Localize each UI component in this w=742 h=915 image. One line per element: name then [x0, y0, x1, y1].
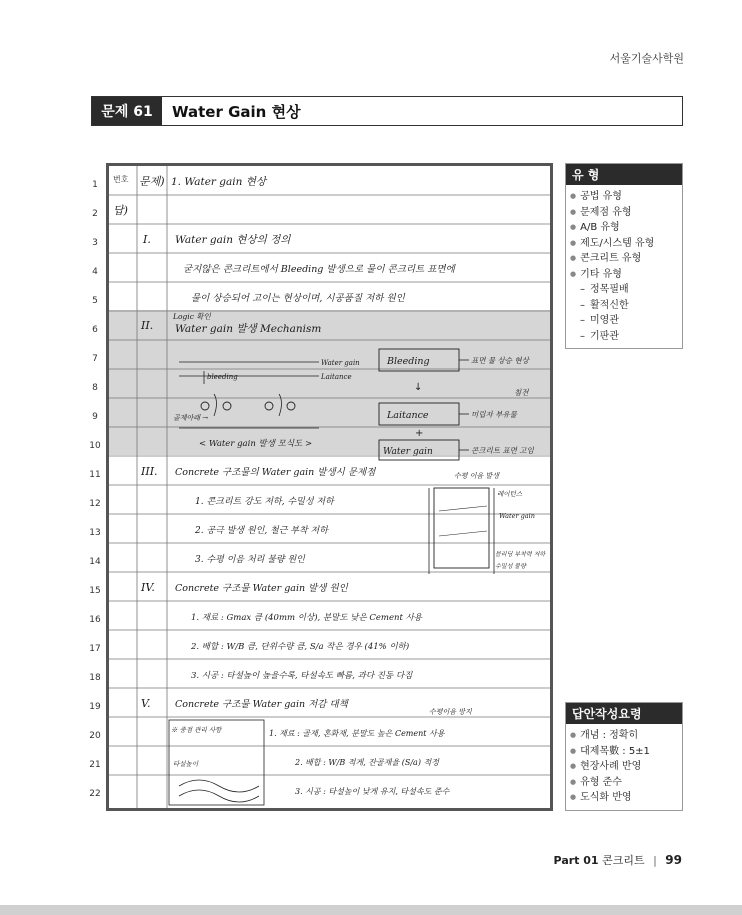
line-r15: Concrete 구조물 Water gain 발생 원인	[175, 583, 348, 594]
row-number: 20	[89, 731, 101, 741]
mark-answer: 답)	[113, 204, 128, 217]
figure-note-h: 수평이음 방지	[429, 708, 472, 716]
line-r6: Water gain 발생 Mechanism	[175, 323, 322, 335]
answer-guide-list	[566, 724, 682, 810]
figure-note-d: 블리딩 부착력 저하	[495, 551, 546, 558]
page-footer	[554, 852, 682, 868]
row-number: 13	[89, 528, 101, 538]
row-number: 17	[89, 644, 101, 654]
row-number: 5	[92, 296, 98, 306]
row-lines	[109, 195, 550, 775]
diagram-note-3: 콘크리트 표면 고임	[471, 446, 534, 455]
type-box	[565, 163, 683, 349]
row-number: 22	[89, 789, 101, 799]
mark-section-5: V.	[141, 697, 151, 710]
row-number: 8	[92, 383, 98, 393]
line-r11: Concrete 구조물의 Water gain 발생시 문제점	[175, 467, 376, 478]
row-number: 10	[89, 441, 101, 451]
row-number: 16	[89, 615, 101, 625]
line-r21: 2. 배합 : W/B 적게, 잔골재율 (S/a) 적정	[295, 758, 439, 767]
diagram-note-2: 미립자 부유물	[471, 410, 517, 419]
row-number: 3	[92, 238, 98, 248]
line-r10: < Water gain 발생 모식도 >	[199, 439, 313, 449]
row-number: 11	[89, 470, 101, 480]
row-number: 14	[89, 557, 101, 567]
footer-part: Part 01	[553, 854, 599, 867]
mark-section-1: I.	[143, 233, 151, 246]
footer-separator: |	[653, 854, 657, 867]
type-subitem: – 활적신한	[570, 298, 682, 314]
diagram-note-1: 표면 물 상승 현상	[471, 356, 529, 365]
type-item: ● 기타 유형	[570, 267, 682, 283]
problem-title: Water Gain 현상	[172, 102, 301, 121]
figure-note-f: ※ 중점 관리 사항	[171, 726, 222, 734]
sheet-header-label: 번호	[113, 175, 129, 184]
mark-section-4: IV.	[141, 581, 155, 594]
publisher-name: 서울기술사학원	[609, 52, 684, 65]
type-item: ● 콘크리트 유형	[570, 251, 682, 267]
type-list	[566, 185, 682, 348]
figure-note-e: 수밀성 불량	[495, 563, 526, 570]
bottom-rule	[0, 905, 742, 915]
type-item: ● A/B 유형	[570, 220, 682, 236]
problem-number: 문제 61	[92, 97, 162, 125]
row-number: 19	[89, 702, 101, 712]
answer-guide-item: ● 개념 : 정확히	[570, 728, 682, 744]
row-number: 4	[92, 267, 98, 277]
line-r16: 1. 재료 : Gmax 큼 (40mm 이상), 분말도 낮은 Cement 사용	[191, 613, 423, 623]
answer-guide-box	[565, 702, 683, 811]
row-number: 1	[92, 180, 98, 190]
line-r12: 1. 콘크리트 강도 저하, 수밀성 저하	[195, 497, 334, 507]
row-number: 15	[89, 586, 101, 596]
line-r20: 1. 재료 : 골재, 혼화재, 분말도 높은 Cement 사용	[269, 729, 445, 738]
type-subitem: – 미영관	[570, 313, 682, 329]
line-r6a: Logic 확인	[173, 312, 211, 321]
answer-guide-heading: 답안작성요령	[566, 703, 682, 724]
row-number: 2	[92, 209, 98, 219]
diagram-water-gain: Water gain	[321, 359, 360, 367]
line-r22: 3. 시공 : 타설높이 낮게 유지, 타설속도 준수	[295, 787, 450, 796]
type-item: ● 제도/시스템 유형	[570, 236, 682, 252]
row-number: 18	[89, 673, 101, 683]
problem-figure	[429, 472, 546, 574]
row-number: 7	[92, 354, 98, 364]
type-subitem: – 정목필배	[570, 282, 682, 298]
type-item: ● 공법 유형	[570, 189, 682, 205]
figure-note-a: 수평 이음 발생	[454, 472, 500, 480]
row-number: 9	[92, 412, 98, 422]
type-subitem: – 기판관	[570, 329, 682, 345]
diagram-box-water-gain: Water gain	[383, 447, 433, 457]
diagram-bleeding-arrow: bleeding	[207, 373, 238, 381]
diagram-plus: +	[415, 428, 424, 439]
mark-problem: 문제)	[139, 175, 165, 188]
line-r13: 2. 공극 발생 원인, 철근 부착 저하	[195, 526, 328, 536]
footer-chapter: 콘크리트	[602, 854, 645, 867]
mark-section-3: III.	[141, 465, 158, 478]
diagram-down-arrow: ↓	[414, 382, 423, 393]
row-number: 12	[89, 499, 101, 509]
diagram-aggregate: 골재아래 →	[173, 414, 209, 422]
line-r1: 1. Water gain 현상	[171, 176, 267, 188]
line-r19: Concrete 구조물 Water gain 저감 대책	[175, 699, 348, 710]
answer-guide-item: ● 현장사례 반영	[570, 759, 682, 775]
answer-guide-item: ● 도식화 반영	[570, 790, 682, 806]
page-number: 99	[665, 853, 682, 867]
line-r18: 3. 시공 : 타설높이 높을수록, 타설속도 빠름, 과다 진동 다짐	[191, 671, 413, 681]
figure-note-g: 타설높이	[173, 760, 199, 768]
line-r3: Water gain 현상의 정의	[175, 234, 291, 246]
row-number: 6	[92, 325, 98, 335]
type-item: ● 문제점 유형	[570, 205, 682, 221]
row-number: 21	[89, 760, 101, 770]
type-box-heading: 유 형	[566, 164, 682, 185]
figure-note-c: Water gain	[499, 512, 535, 520]
line-r5: 물이 상승되어 고이는 현상이며, 시공품질 저하 원인	[191, 293, 405, 304]
diagram-box-laitance: Laitance	[387, 410, 429, 421]
line-r17: 2. 배합 : W/B 큼, 단위수량 큼, S/a 작은 경우 (41% 이하)	[191, 642, 410, 652]
answer-guide-item: ● 대제목數 : 5±1	[570, 744, 682, 760]
answer-guide-item: ● 유형 준수	[570, 775, 682, 791]
diagram-note-1b: 침전	[514, 388, 529, 397]
diagram-laitance: Laitance	[321, 373, 352, 381]
answer-sheet-canvas	[109, 166, 550, 808]
mark-section-2: II.	[141, 319, 154, 332]
diagram-box-bleeding: Bleeding	[387, 356, 430, 367]
line-r14: 3. 수평 이음 처리 불량 원인	[195, 555, 305, 565]
line-r4: 굳지않은 콘크리트에서 Bleeding 발생으로 물이 콘크리트 표면에	[183, 264, 455, 275]
figure-note-b: 레이턴스	[497, 490, 523, 498]
problem-title-bar	[91, 96, 683, 126]
answer-sheet	[106, 163, 553, 811]
